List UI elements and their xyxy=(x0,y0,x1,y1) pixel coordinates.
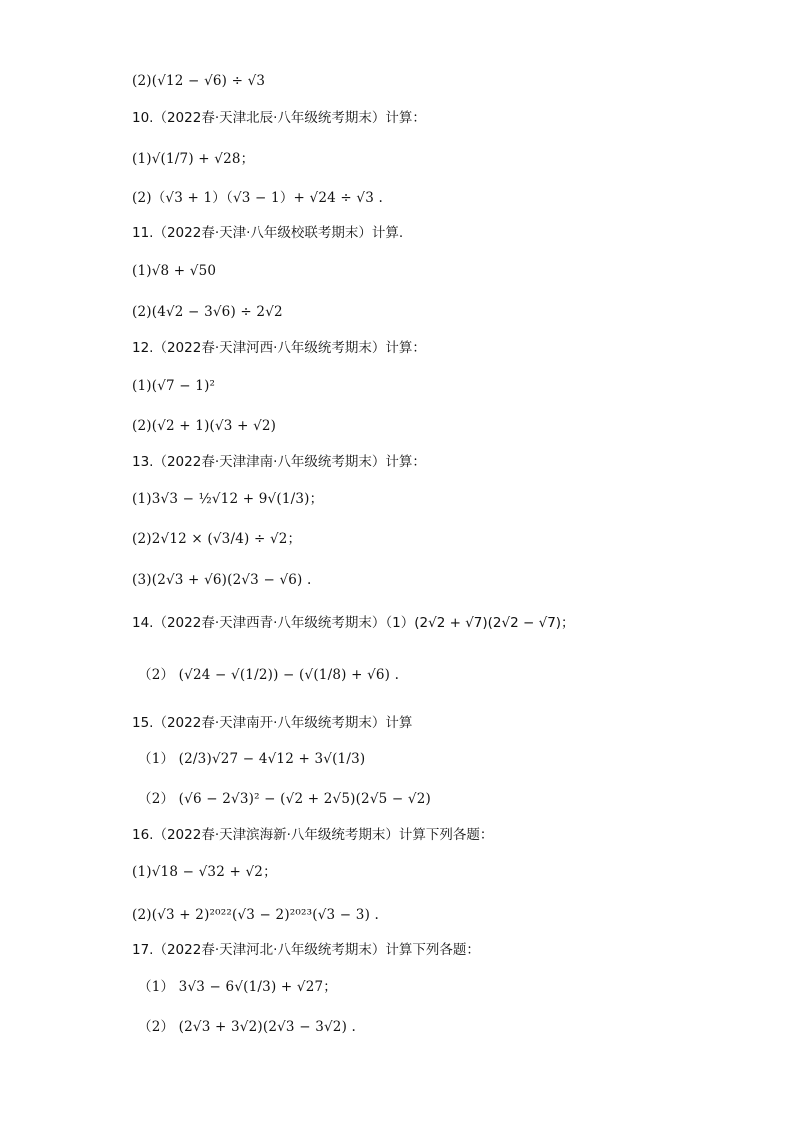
problem-15-header: 15.（2022春·天津南开·八年级统考期末）计算 xyxy=(132,715,413,731)
problem-14-part-2: （2） (√24 − √(1/2)) − (√(1/8) + √6) . xyxy=(138,667,400,683)
problem-13-part-2: (2)2√12 × (√3/4) ÷ √2； xyxy=(132,531,302,547)
problem-10-header: 10.（2022春·天津北辰·八年级统考期末）计算： xyxy=(132,110,426,126)
problem-12-part-2: (2)(√2 + 1)(√3 + √2) xyxy=(132,418,277,434)
problem-11-part-2: (2)(4√2 − 3√6) ÷ 2√2 xyxy=(132,304,283,320)
problem-16-part-1: (1)√18 − √32 + √2； xyxy=(132,864,277,880)
problem-11-header: 11.（2022春·天津·八年级校联考期末）计算. xyxy=(132,225,404,241)
problem-10-part-2: (2)（√3 + 1）（√3 − 1）+ √24 ÷ √3 . xyxy=(132,190,383,206)
problem-17-part-2: （2） (2√3 + 3√2)(2√3 − 3√2) . xyxy=(138,1019,357,1035)
problem-16-part-2: (2)(√3 + 2)²⁰²²(√3 − 2)²⁰²³(√3 − 3) . xyxy=(132,907,380,923)
problem-15-part-1: （1） (2/3)√27 − 4√12 + 3√(1/3) xyxy=(138,751,366,767)
problem-17-part-1: （1） 3√3 − 6√(1/3) + √27； xyxy=(138,979,337,995)
problem-17-header: 17.（2022春·天津河北·八年级统考期末）计算下列各题： xyxy=(132,942,480,958)
problem-11-part-1: (1)√8 + √50 xyxy=(132,263,217,279)
problem-12-header: 12.（2022春·天津河西·八年级统考期末）计算： xyxy=(132,340,426,356)
problem-13-part-1: (1)3√3 − ½√12 + 9√(1/3)； xyxy=(132,491,324,507)
problem-15-part-2: （2） (√6 − 2√3)² − (√2 + 2√5)(2√5 − √2) xyxy=(138,791,431,807)
problem-16-header: 16.（2022春·天津滨海新·八年级统考期末）计算下列各题： xyxy=(132,827,494,843)
problem-13-part-3: (3)(2√3 + √6)(2√3 − √6) . xyxy=(132,572,312,588)
problem-9-part-2: (2)(√12 − √6) ÷ √3 xyxy=(132,73,266,89)
problem-14-header: 14.（2022春·天津西青·八年级统考期末）（1）(2√2 + √7)(2√2 − √7)； xyxy=(132,615,575,631)
problem-13-header: 13.（2022春·天津津南·八年级统考期末）计算： xyxy=(132,454,426,470)
problem-12-part-1: (1)(√7 − 1)² xyxy=(132,378,216,394)
problem-10-part-1: (1)√(1/7) + √28； xyxy=(132,151,255,167)
